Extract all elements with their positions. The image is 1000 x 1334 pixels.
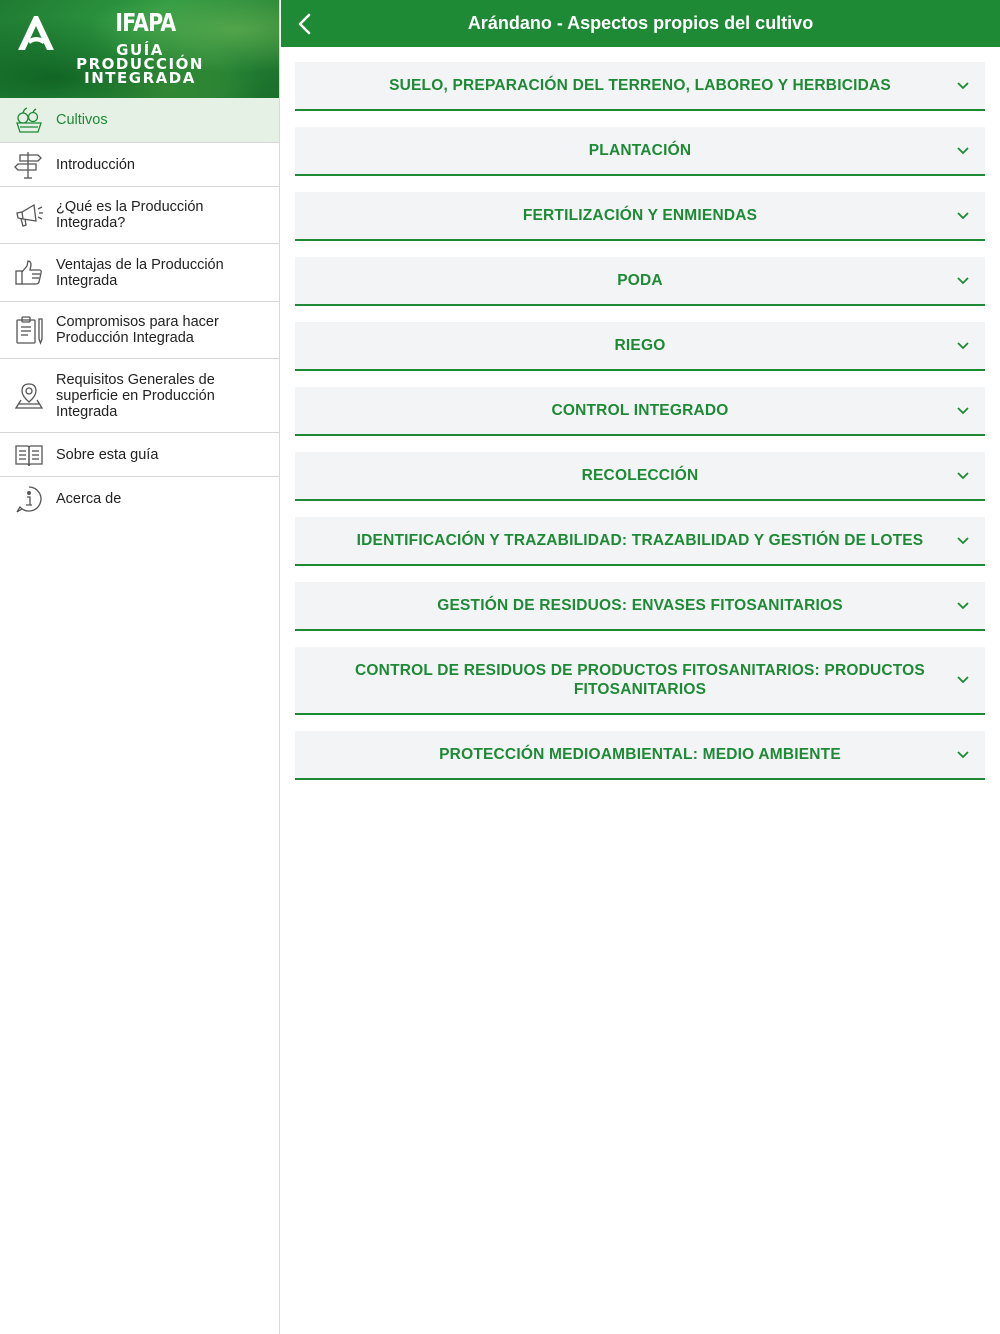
clipboard-pen-icon bbox=[0, 315, 56, 345]
sidebar-item-label: ¿Qué es la Producción Integrada? bbox=[56, 199, 204, 231]
junta-andalucia-logo-icon bbox=[14, 12, 58, 52]
section-gestion-residuos[interactable] bbox=[295, 582, 985, 631]
section-trazabilidad[interactable] bbox=[295, 517, 985, 566]
section-recoleccion[interactable] bbox=[295, 452, 985, 501]
info-bubble-icon bbox=[0, 484, 56, 514]
brand-header bbox=[0, 0, 279, 98]
megaphone-icon bbox=[0, 200, 56, 230]
section-riego[interactable] bbox=[295, 322, 985, 371]
section-label: RIEGO bbox=[614, 337, 666, 354]
section-label: CONTROL DE RESIDUOS DE PRODUCTOS FITOSANITARIOS: PRODUCTOS FITOSANITARIOS bbox=[355, 662, 925, 698]
chevron-left-icon bbox=[296, 12, 314, 36]
section-label: CONTROL INTEGRADO bbox=[551, 402, 729, 419]
sidebar-item-label: Ventajas de la Producción Integrada bbox=[56, 256, 224, 289]
chevron-down-icon bbox=[955, 143, 971, 159]
section-label: PLANTACIÓN bbox=[588, 142, 692, 159]
sidebar-item-acerca-de[interactable] bbox=[0, 477, 279, 521]
sidebar-menu bbox=[0, 98, 279, 521]
brand-line-3: INTEGRADA bbox=[84, 69, 196, 87]
section-control-residuos[interactable] bbox=[295, 647, 985, 715]
section-label: PODA bbox=[617, 272, 663, 289]
section-plantacion[interactable] bbox=[295, 127, 985, 176]
top-bar bbox=[281, 0, 1000, 47]
sidebar-item-ventajas[interactable] bbox=[0, 244, 279, 302]
section-proteccion-medioambiental[interactable] bbox=[295, 731, 985, 780]
sidebar-item-label: Sobre esta guía bbox=[56, 446, 159, 463]
sidebar-item-que-es[interactable] bbox=[0, 187, 279, 244]
chevron-down-icon bbox=[955, 403, 971, 419]
section-label: PROTECCIÓN MEDIOAMBIENTAL: MEDIO AMBIENTE bbox=[439, 746, 841, 763]
open-book-icon bbox=[0, 440, 56, 470]
sidebar-item-label: Cultivos bbox=[56, 112, 108, 128]
sidebar-item-introduccion[interactable] bbox=[0, 143, 279, 187]
section-control-integrado[interactable] bbox=[295, 387, 985, 436]
map-pin-icon bbox=[0, 381, 56, 411]
sidebar-item-cultivos[interactable] bbox=[0, 98, 279, 143]
fruits-basket-icon bbox=[0, 105, 56, 135]
chevron-down-icon bbox=[955, 273, 971, 289]
chevron-down-icon bbox=[955, 672, 971, 688]
sections-accordion bbox=[295, 62, 985, 796]
section-poda[interactable] bbox=[295, 257, 985, 306]
chevron-down-icon bbox=[955, 338, 971, 354]
section-label: RECOLECCIÓN bbox=[581, 467, 699, 484]
brand-line-2: PRODUCCIÓN bbox=[76, 55, 204, 73]
sidebar-item-sobre-guia[interactable] bbox=[0, 433, 279, 477]
sidebar-item-label: Acerca de bbox=[56, 491, 122, 507]
back-button[interactable] bbox=[289, 8, 321, 40]
section-label: SUELO, PREPARACIÓN DEL TERRENO, LABOREO Y HERBICIDAS bbox=[389, 77, 891, 94]
chevron-down-icon bbox=[955, 208, 971, 224]
signpost-icon bbox=[0, 150, 56, 180]
sidebar-item-label: Introducción bbox=[56, 156, 135, 173]
chevron-down-icon bbox=[955, 468, 971, 484]
section-label: FERTILIZACIÓN Y ENMIENDAS bbox=[522, 207, 758, 224]
chevron-down-icon bbox=[955, 598, 971, 614]
section-fertilizacion[interactable] bbox=[295, 192, 985, 241]
brand-line-1: GUÍA bbox=[116, 41, 164, 59]
section-label: GESTIÓN DE RESIDUOS: ENVASES FITOSANITARIOS bbox=[437, 597, 843, 614]
section-suelo[interactable] bbox=[295, 62, 985, 111]
brand-org: IFAPA bbox=[115, 8, 176, 37]
chevron-down-icon bbox=[955, 78, 971, 94]
chevron-down-icon bbox=[955, 747, 971, 763]
thumbs-up-icon bbox=[0, 258, 56, 288]
section-label: IDENTIFICACIÓN Y TRAZABILIDAD: TRAZABILIDAD Y GESTIÓN DE LOTES bbox=[356, 532, 924, 549]
sidebar bbox=[0, 0, 280, 1334]
sidebar-item-label: Requisitos Generales de superficie en Producción Integrada bbox=[56, 371, 215, 420]
chevron-down-icon bbox=[955, 533, 971, 549]
sidebar-item-requisitos[interactable] bbox=[0, 359, 279, 433]
sidebar-item-label: Compromisos para hacer Producción Integrada bbox=[56, 314, 219, 346]
sidebar-item-compromisos[interactable] bbox=[0, 302, 279, 359]
page-title: Arándano - Aspectos propios del cultivo bbox=[467, 13, 814, 33]
